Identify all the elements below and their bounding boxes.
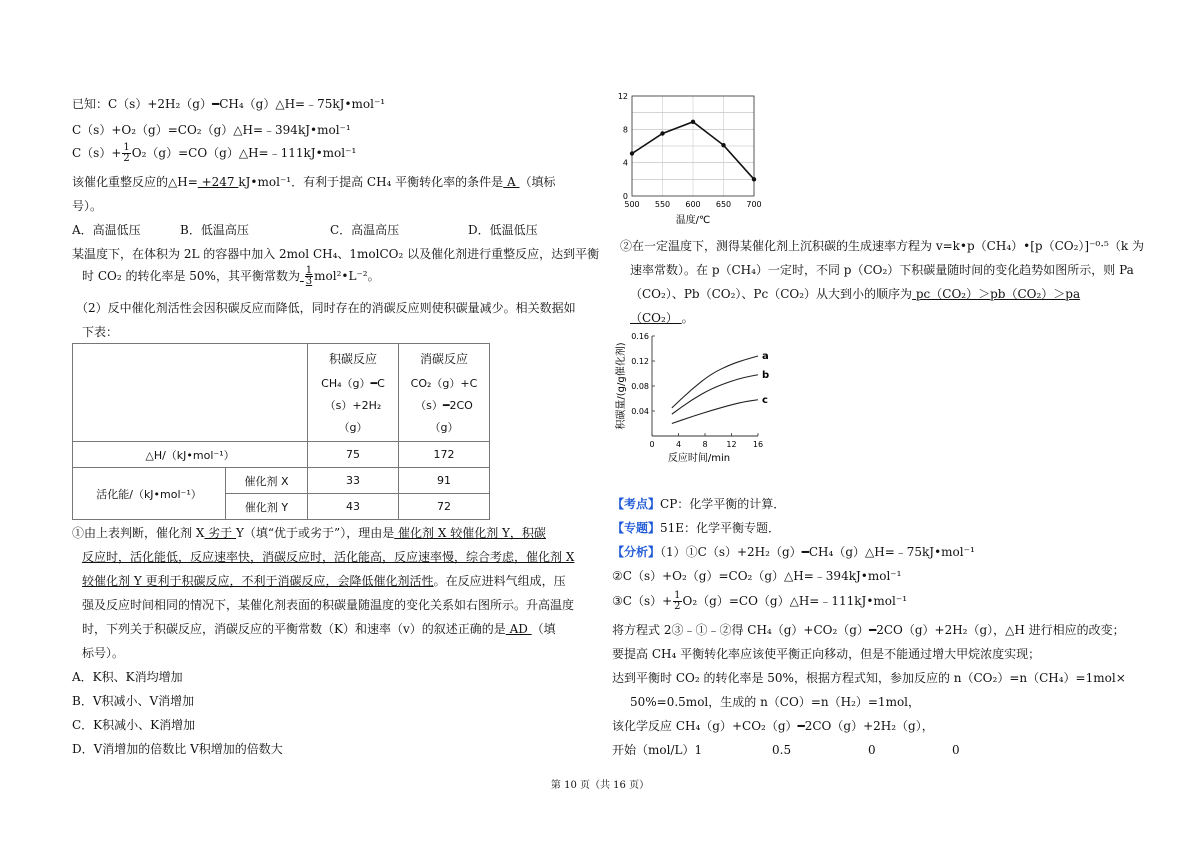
analysis-eq-2: ②C（s）+O₂（g）=CO₂（g）△H=﹣394kJ•mol⁻¹ <box>612 569 902 583</box>
header-carbon-elimination <box>399 344 490 442</box>
given-equation-2: C（s）+O₂（g）=CO₂（g）△H=﹣394kJ•mol⁻¹ <box>72 123 351 137</box>
text: 时，下列关于积碳反应，消碳反应的平衡常数（K）和速率（v）的叙述正确的是 <box>82 622 506 636</box>
x-axis-label: 温度/℃ <box>675 215 711 226</box>
row-dh-label: △H/（kJ•mol⁻¹） <box>73 442 308 468</box>
answer-order: pc（CO₂）＞pb（CO₂）＞pa <box>912 287 1081 301</box>
header-eq: CO₂（g）+C <box>410 377 478 390</box>
option-a: A．高温低压 <box>72 223 141 237</box>
frac-numerator: 1 <box>674 590 681 601</box>
y-axis-label: 积碳量/(g/g催化剂) <box>616 342 627 430</box>
text: （CO₂）、Pb（CO₂）、Pc（CO₂）从大到小的顺序为 <box>630 287 913 301</box>
text: 。在反应进料气组成，压 <box>433 574 566 588</box>
answer-reason: 较催化剂 Y 更利于积碳反应，不利于消碳反应，会降低催化剂活性 <box>82 574 434 588</box>
text: ③C（s）+ <box>612 594 673 608</box>
initial-conc-co: 0 <box>868 743 876 757</box>
carbon-time-chart <box>608 326 778 466</box>
reason-line-2: 反应时，活化能低，反应速率快，消碳反应时，活化能高，反应速率慢，综合考虑，催化剂 X <box>82 550 575 564</box>
page-footer: 第 10 页（共 16 页） <box>550 780 650 791</box>
data-point <box>630 151 634 155</box>
x-tick-label: 700 <box>746 200 762 209</box>
series-label-c: c <box>762 394 768 406</box>
text: （1）①C（s）+2H₂（g）━CH₄（g）△H=﹣75kJ•mol⁻¹ <box>660 545 975 559</box>
eq3-part-b: O₂（g）=CO（g）△H=﹣111kJ•mol⁻¹ <box>131 146 357 160</box>
table-corner <box>73 344 308 442</box>
rate-equation-line-4 <box>630 310 694 326</box>
answer-dh: +247 <box>197 175 239 189</box>
cell-y-elimination: 72 <box>399 494 490 520</box>
cell-y-deposition: 43 <box>308 494 399 520</box>
row-ea-label: 活化能/（kJ•mol⁻¹） <box>73 468 226 520</box>
x-tick-label: 12 <box>726 440 737 449</box>
given-equation-3 <box>72 143 356 164</box>
analysis-line-7: 50%=0.5mol，生成的 n（CO）=n（H₂）=1mol， <box>630 695 921 709</box>
text: 时 CO₂ 的转化率是 50%，其平衡常数为 <box>82 269 300 283</box>
y-tick-label: 4 <box>622 158 628 168</box>
text: kJ•mol⁻¹．有利于提高 CH₄ 平衡转化率的条件是 <box>238 175 504 189</box>
choice-b: B．V积减小、V消增加 <box>72 694 195 708</box>
x-tick-label: 650 <box>715 200 732 209</box>
fenxi-tag: 【分析】 <box>612 545 661 559</box>
header-eq: （s）+2H₂ <box>324 399 382 412</box>
choice-c: C．K积减小、K消增加 <box>72 718 196 732</box>
rate-equation-line-3 <box>630 286 1080 302</box>
option-b: B．低温高压 <box>180 223 249 237</box>
reason-line-3 <box>82 573 566 589</box>
y-tick-label: 0 <box>622 192 628 201</box>
question-line-5: 号）。 <box>72 199 103 213</box>
header-eq: （s）━2CO <box>415 399 473 412</box>
text: 51E：化学平衡专题． <box>660 521 781 535</box>
kaodian-tag: 【考点】 <box>612 497 661 511</box>
frac-numerator: 1 <box>123 142 130 153</box>
series-curve-a <box>672 356 758 408</box>
frac-denominator: 2 <box>123 153 130 164</box>
y-tick-label: 0.12 <box>631 357 649 366</box>
option-d: D．低温低压 <box>468 223 538 237</box>
x-tick-label: 8 <box>702 440 708 449</box>
header-label: 积碳反应 <box>328 352 377 366</box>
fraction-third <box>305 266 313 287</box>
choice-a: A．K积、K消均增加 <box>72 670 183 684</box>
text: 。 <box>681 311 694 325</box>
x-tick-label: 16 <box>752 440 764 449</box>
frac-numerator: 1 <box>305 265 313 276</box>
eq3-part-a: C（s）+ <box>72 146 122 160</box>
analysis-line-6: 达到平衡时 CO₂ 的转化率是 50%，根据方程式知，参加反应的 n（CO₂）=n（CH₄）=1mol× <box>612 671 1126 685</box>
header-carbon-deposition <box>308 344 399 442</box>
rate-equation-line-1: ②在一定温度下，测得某催化剂上沉积碳的生成速率方程为 v=k•p（CH₄）•[p（CO₂）]⁻⁰·⁵（k 为 <box>620 239 1144 253</box>
y-tick-label: 0.08 <box>631 382 649 391</box>
data-point <box>752 177 756 181</box>
analysis-line-5: 要提高 CH₄ 平衡转化率应该使平衡正向移动，但是不能通过增大甲烷浓度实现； <box>612 647 1041 661</box>
data-point <box>691 120 695 124</box>
kinetics-table <box>72 343 490 520</box>
series-label-b: b <box>762 369 770 381</box>
fraction-half <box>673 591 681 612</box>
option-c: C．高温高压 <box>330 223 400 237</box>
answer-reason: 催化剂 X 较催化剂 Y，积碳 <box>394 526 546 540</box>
header-label: 消碳反应 <box>419 352 468 366</box>
cat-y-label: 催化剂 Y <box>226 494 308 520</box>
fenxi-line <box>612 544 975 560</box>
x-tick-label: 550 <box>654 200 671 209</box>
text: （填 <box>531 622 556 636</box>
text: Y（填“优于或劣于”），理由是 <box>236 526 395 540</box>
series-label-a: a <box>762 351 769 362</box>
cell-x-elimination: 91 <box>399 468 490 494</box>
cat-x-label: 催化剂 X <box>226 468 308 494</box>
y-tick-label: 0.04 <box>631 407 649 416</box>
answer-order: （CO₂） <box>630 311 682 325</box>
cell-dh-elimination: 172 <box>399 442 490 468</box>
series-curve-b <box>672 375 758 414</box>
answer-inferior: 劣于 <box>204 526 236 540</box>
analysis-line-4: 将方程式 2③﹣①﹣②得 CH₄（g）+CO₂（g）━2CO（g）+2H₂（g），△H 进行相应的改变； <box>612 623 1125 637</box>
fraction-half <box>122 143 130 164</box>
frac-denominator: 2 <box>674 601 681 612</box>
rate-equation-line-2: 速率常数）。在 p（CH₄）一定时，不同 p（CO₂）下积碳量随时间的变化趋势如图所示，则 Pa <box>630 263 1134 277</box>
reason-line-4: 强及反应时间相同的情况下，某催化剂表面的积碳量随温度的变化关系如右图所示。升高温度 <box>82 598 575 612</box>
frac-denominator: 3 <box>305 276 313 287</box>
analysis-eq-3 <box>612 591 907 612</box>
initial-conc-label: 开始（mol/L）1 <box>612 743 703 757</box>
x-tick-label: 0 <box>649 440 655 449</box>
text: CP：化学平衡的计算． <box>660 497 786 511</box>
initial-conc-co2: 0.5 <box>772 743 792 757</box>
analysis-line-8: 该化学反应 CH₄（g）+CO₂（g）━2CO（g）+2H₂（g）， <box>612 719 934 733</box>
equilibrium-line-1: 某温度下，在体积为 2L 的容器中加入 2mol CH₄、1molCO₂ 以及催化剂进行重整反应，达到平衡 <box>72 247 600 261</box>
answer-ad: AD <box>505 622 532 636</box>
header-eq: （g） <box>338 421 368 434</box>
reason-line-1 <box>72 525 546 541</box>
header-eq: CH₄（g）━C <box>321 377 385 390</box>
zhuanti-line <box>612 520 780 536</box>
text: （填标 <box>519 175 556 189</box>
text: mol²•L⁻²。 <box>314 269 380 283</box>
x-tick-label: 500 <box>624 200 640 209</box>
text: O₂（g）=CO（g）△H=﹣111kJ•mol⁻¹ <box>682 594 908 608</box>
x-axis-label: 反应时间/min <box>667 453 731 464</box>
cell-dh-deposition: 75 <box>308 442 399 468</box>
y-tick-label: 12 <box>617 92 628 101</box>
temperature-chart <box>612 88 772 238</box>
x-tick-label: 4 <box>675 440 682 449</box>
equilibrium-line-2 <box>82 266 380 287</box>
data-point <box>660 131 664 135</box>
question-dh-line <box>72 174 556 190</box>
y-tick-label: 8 <box>622 125 628 135</box>
reason-line-6: 标号）。 <box>82 646 125 660</box>
part2-line-2: 下表： <box>82 325 119 339</box>
data-point <box>721 143 725 147</box>
cell-x-deposition: 33 <box>308 468 399 494</box>
choice-d: D．V消增加的倍数比 V积增加的倍数大 <box>72 742 283 756</box>
zhuanti-tag: 【专题】 <box>612 521 661 535</box>
given-equation-1: 已知：C（s）+2H₂（g）━CH₄（g）△H=﹣75kJ•mol⁻¹ <box>72 97 386 111</box>
part2-line-1: （2）反中催化剂活性会因积碳反应而降低，同时存在的消碳反应则使积碳量减少。相关数据如 <box>76 301 576 315</box>
kaodian-line <box>612 496 785 512</box>
text: 该催化重整反应的△H= <box>72 175 198 189</box>
initial-conc-h2: 0 <box>952 743 960 757</box>
x-tick-label: 600 <box>685 200 701 209</box>
series-curve-c <box>672 400 758 424</box>
reason-line-5 <box>82 621 556 637</box>
y-tick-label: 0.16 <box>631 332 649 341</box>
text: ①由上表判断，催化剂 X <box>72 526 205 540</box>
header-eq: （g） <box>429 421 459 434</box>
answer-condition: A <box>503 175 520 189</box>
